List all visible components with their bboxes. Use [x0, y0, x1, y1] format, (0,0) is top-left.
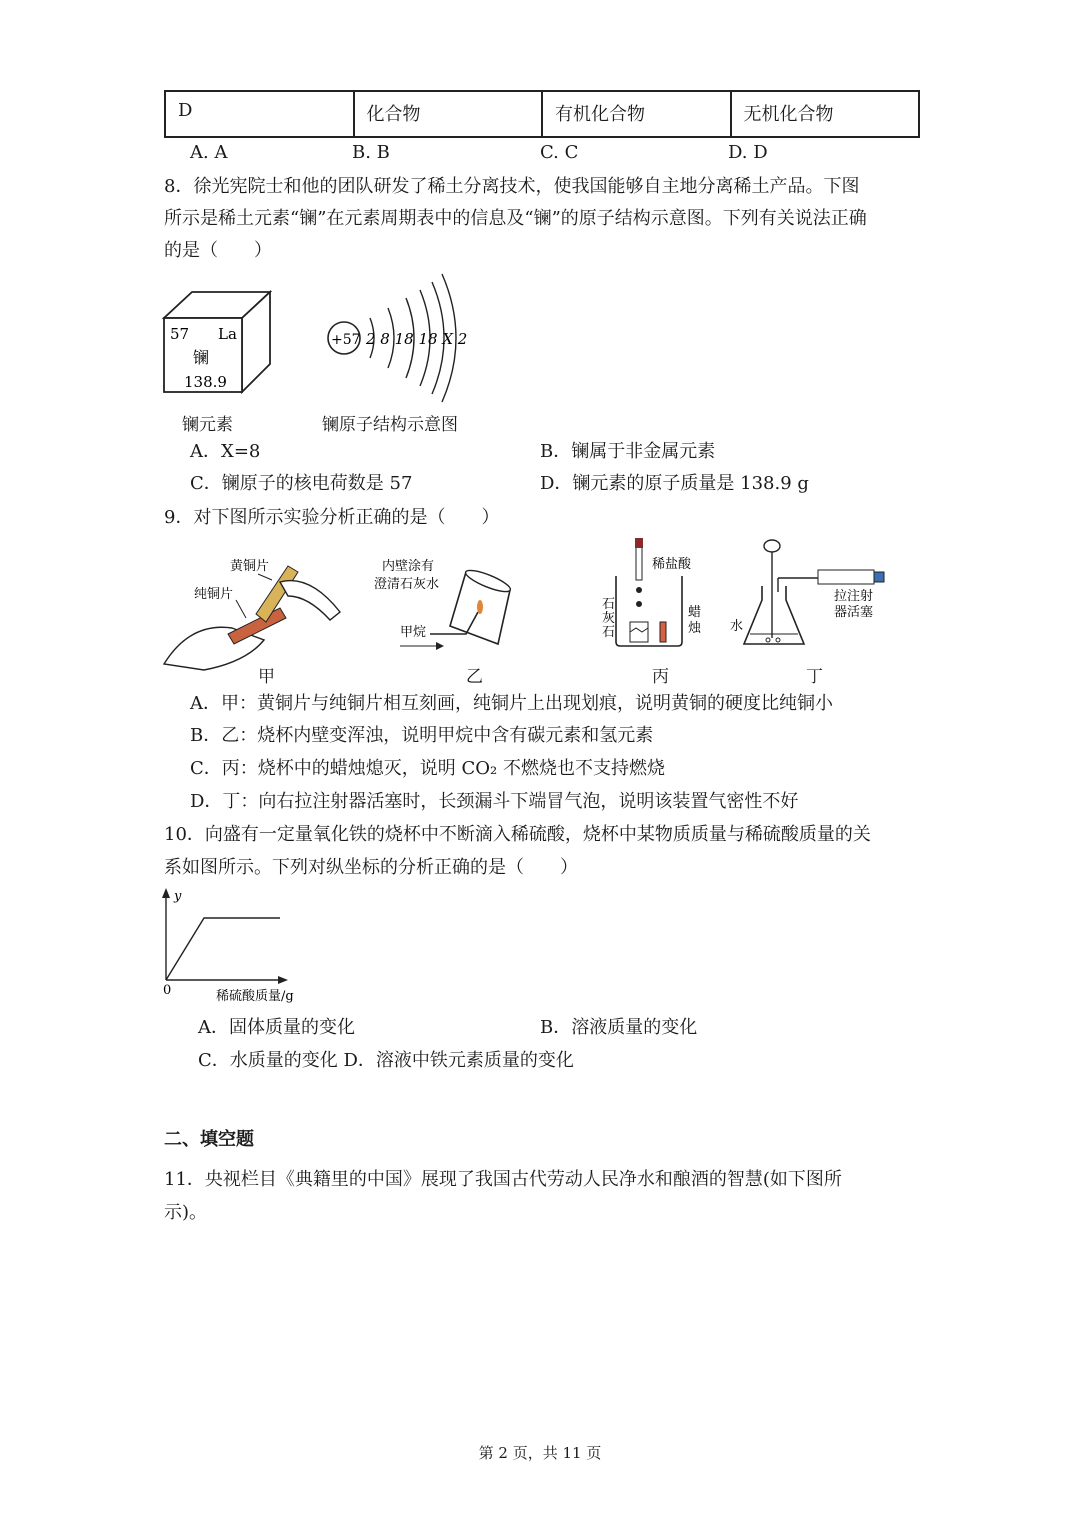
label-limestone-2: 灰: [602, 611, 616, 626]
element-name: 镧: [193, 348, 210, 367]
q8-stem-line: 8．徐光宪院士和他的团队研发了稀土分离技术，使我国能够自主地分离稀土产品。下图: [164, 176, 860, 197]
answer-table: [164, 90, 920, 138]
caption-atom: 镧原子结构示意图: [322, 415, 458, 435]
x-axis-arrow: [278, 976, 288, 984]
label-water: 水: [730, 619, 744, 634]
q10-option-a[interactable]: A．固体质量的变化: [198, 1017, 355, 1038]
electron-shells: 2 8 18 18 X 2: [366, 330, 468, 348]
q8-stem-line: 所示是稀土元素“镧”在元素周期表中的信息及“镧”的原子结构示意图。下列有关说法正确: [164, 208, 867, 229]
y-axis-arrow: [162, 888, 170, 898]
caption-bing: 丙: [652, 667, 669, 687]
series-line: [166, 918, 280, 980]
q9-option-a[interactable]: A．甲：黄铜片与纯铜片相互刻画，纯铜片上出现划痕，说明黄铜的硬度比纯铜小: [190, 693, 833, 714]
q10-chart: [156, 884, 316, 1008]
fig-yi: [370, 552, 530, 662]
label-coated: 内壁涂有: [382, 559, 435, 574]
q10-stem-line: 10．向盛有一定量氧化铁的烧杯中不断滴入稀硫酸，烧杯中某物质质量与稀硫酸质量的关: [164, 824, 871, 845]
label-hcl: 稀盐酸: [652, 557, 692, 572]
page-footer: 第 2 页，共 11 页: [478, 1444, 602, 1462]
element-mass: 138.9: [184, 373, 227, 391]
q10-option-b[interactable]: B．溶液质量的变化: [540, 1017, 698, 1038]
q10-stem-line: 系如图所示。下列对纵坐标的分析正确的是（ ）: [164, 857, 578, 878]
q9-option-b[interactable]: B．乙：烧杯内壁变浑浊，说明甲烷中含有碳元素和氢元素: [190, 725, 654, 746]
q8-option-d[interactable]: D．镧元素的原子质量是 138.9 g: [540, 473, 809, 494]
element-number: 57: [170, 325, 190, 343]
label-limewater: 澄清石灰水: [374, 577, 440, 592]
q9-option-d[interactable]: D．丁：向右拉注射器活塞时，长颈漏斗下端冒气泡，说明该装置气密性不好: [190, 791, 799, 812]
q9-stem: 9．对下图所示实验分析正确的是（ ）: [164, 507, 500, 528]
label-syringe-1: 拉注射: [834, 589, 874, 604]
element-cell-figure: [160, 288, 280, 398]
label-methane: 甲烷: [400, 625, 427, 640]
q8-option-c[interactable]: C．镧原子的核电荷数是 57: [190, 473, 413, 494]
section-heading: 二、填空题: [164, 1129, 254, 1150]
q7-option-b[interactable]: B. B: [352, 142, 390, 163]
label-candle-1: 蜡: [688, 605, 702, 620]
fig-ding: [728, 536, 898, 656]
x-axis-label: 稀硫酸质量/g: [216, 989, 294, 1004]
atom-structure-figure: [322, 268, 472, 408]
q7-option-d[interactable]: D. D: [728, 142, 768, 163]
q8-option-b[interactable]: B．镧属于非金属元素: [540, 441, 716, 462]
origin-label: 0: [163, 983, 172, 998]
caption-ding: 丁: [806, 667, 823, 687]
q11-stem-line: 11．央视栏目《典籍里的中国》展现了我国古代劳动人民净水和酿酒的智慧(如下图所: [164, 1169, 842, 1190]
table-cell: 化合物: [354, 91, 543, 137]
element-symbol: La: [218, 325, 237, 343]
table-cell: 有机化合物: [542, 91, 731, 137]
label-copper: 纯铜片: [194, 587, 234, 602]
caption-jia: 甲: [258, 667, 275, 687]
label-syringe-2: 器活塞: [834, 605, 874, 620]
fig-bing: [600, 536, 710, 656]
label-candle-2: 烛: [688, 621, 702, 636]
caption-element: 镧元素: [182, 415, 233, 435]
fig-jia: [160, 552, 350, 682]
q8-stem-line: 的是（ ）: [164, 240, 272, 261]
table-cell: 无机化合物: [731, 91, 920, 137]
y-axis-label: y: [174, 889, 182, 904]
q8-option-a[interactable]: A．X=8: [190, 441, 261, 462]
q9-option-c[interactable]: C．丙：烧杯中的蜡烛熄灭，说明 CO₂ 不燃烧也不支持燃烧: [190, 758, 665, 779]
q7-option-a[interactable]: A. A: [190, 142, 228, 163]
table-cell: D: [165, 91, 354, 137]
label-limestone-1: 石: [602, 597, 616, 612]
q7-option-c[interactable]: C. C: [540, 142, 579, 163]
q10-option-cd[interactable]: C．水质量的变化 D．溶液中铁元素质量的变化: [198, 1050, 574, 1071]
nucleus-charge: +57: [331, 332, 361, 348]
label-limestone-3: 石: [602, 625, 616, 640]
table-row: [165, 91, 919, 137]
caption-yi: 乙: [466, 667, 483, 687]
label-brass: 黄铜片: [230, 559, 270, 574]
q11-stem-line: 示)。: [164, 1202, 208, 1223]
